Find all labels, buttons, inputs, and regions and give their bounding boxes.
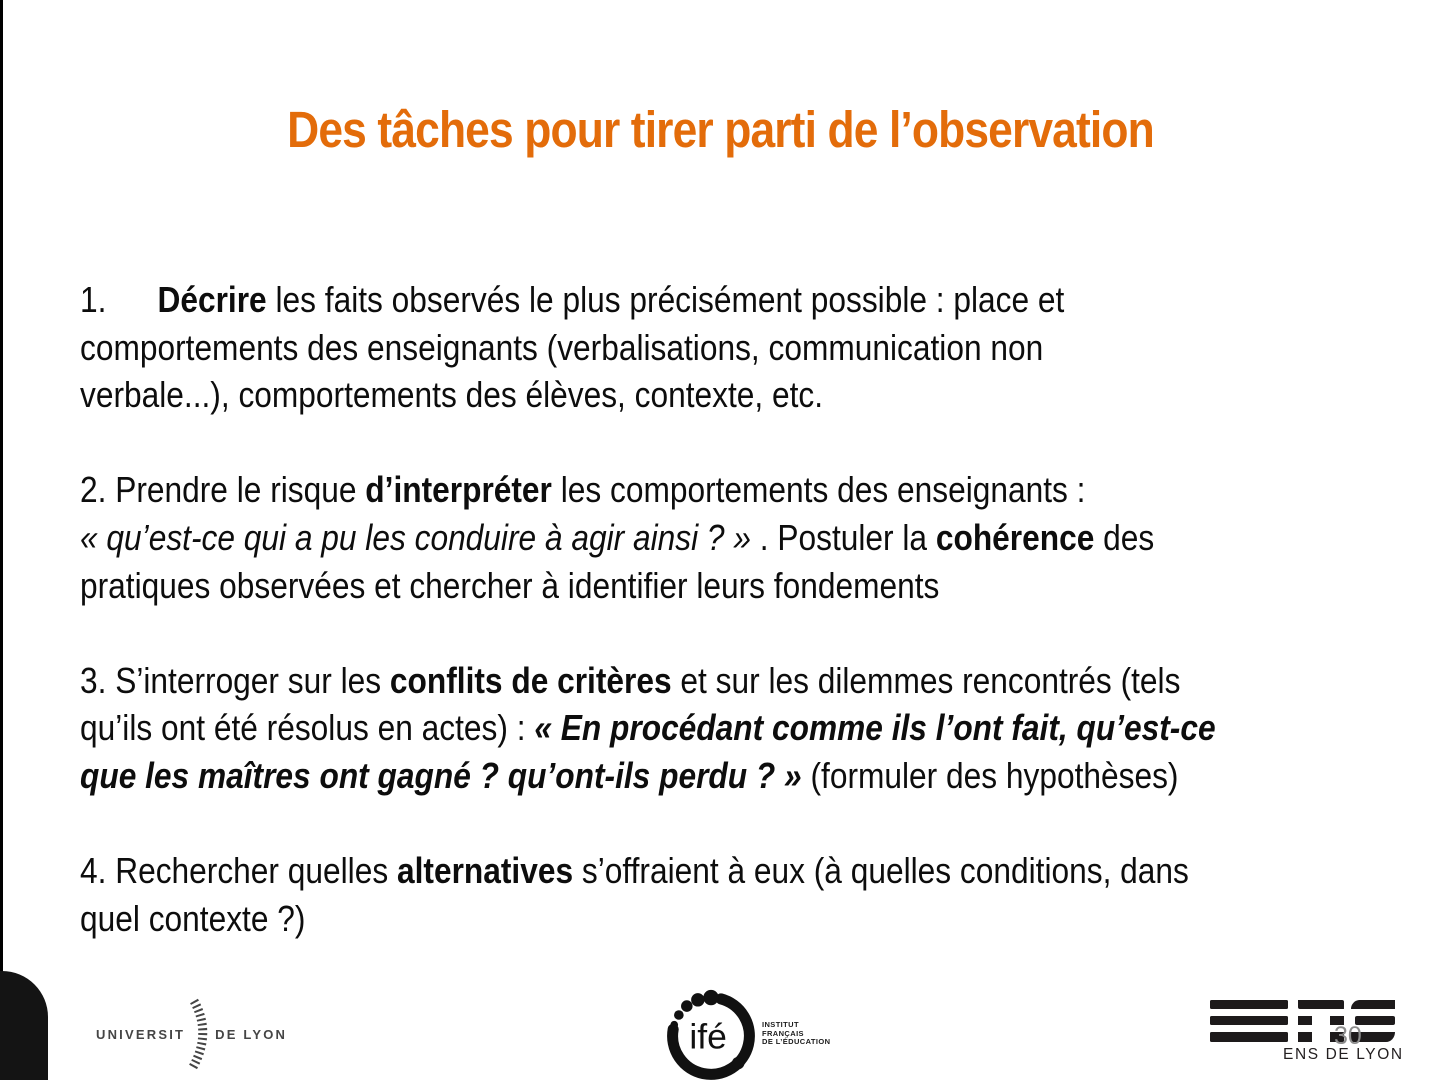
text-segment: 3. S’interroger sur les <box>80 659 390 701</box>
ife-dot-icon <box>670 1021 678 1029</box>
ife-dot-icon <box>732 1057 744 1069</box>
left-edge-bar <box>0 0 3 1080</box>
ens-de-lyon-logo <box>1210 999 1395 1044</box>
ife-caption <box>762 1021 830 1047</box>
ife-dot-icon <box>691 993 704 1006</box>
text-line <box>80 466 1260 514</box>
paragraph <box>80 276 1421 419</box>
text-line <box>80 276 1260 324</box>
text-segment: cohérence <box>935 516 1095 558</box>
ife-dot-icon <box>681 1000 693 1012</box>
text-line <box>80 657 1260 705</box>
text-segment: que les maîtres ont gagné ? qu’ont-ils perdu ? » <box>80 754 802 796</box>
text-line <box>80 704 1260 752</box>
text-segment: verbale...), comportements des élèves, contexte, etc. <box>80 374 824 416</box>
text-line <box>80 371 1260 419</box>
text-segment: alternatives <box>396 850 574 892</box>
ife-caption-line: INSTITUT <box>762 1020 799 1029</box>
text-segment: qu’ils ont été résolus en actes) : <box>80 707 535 749</box>
ife-acronym: ifé <box>689 1016 727 1057</box>
ife-caption-line: DE L’ÉDUCATION <box>762 1037 831 1047</box>
ife-dot-icon <box>674 1010 684 1020</box>
text-segment: des <box>1094 516 1155 558</box>
bottom-left-corner-shape <box>0 971 48 1080</box>
universite-de-lyon-text-right: DE LYON <box>215 1026 288 1042</box>
universite-de-lyon-arc-icon <box>187 999 213 1069</box>
text-segment: . Postuler la <box>750 516 936 558</box>
text-segment: Décrire <box>157 279 267 320</box>
text-segment: et sur les dilemmes rencontrés (tels <box>671 659 1181 701</box>
text-line <box>80 514 1260 562</box>
text-segment: pratiques observées et chercher à identifier leurs fondements <box>80 564 940 606</box>
text-segment: « En procédant comme ils l’ont fait, qu’est-ce <box>534 707 1216 749</box>
text-segment: d’interpréter <box>365 469 552 511</box>
text-segment: (formuler des hypothèses) <box>801 754 1179 796</box>
ife-logo <box>663 986 759 1080</box>
ife-dot-icon <box>703 990 718 1005</box>
text-segment: 4. Rechercher quelles <box>80 850 397 892</box>
page-number: 30 <box>1334 1022 1362 1050</box>
text-segment: 2. Prendre le risque <box>80 469 366 511</box>
universite-de-lyon-text-left: UNIVERSIT <box>96 1026 186 1042</box>
text-segment: conflits de critères <box>389 659 672 701</box>
ife-caption-line: FRANÇAIS <box>762 1028 804 1038</box>
text-segment: 1. <box>80 279 107 320</box>
text-line <box>80 562 1260 610</box>
text-segment: s’offraient à eux (à quelles conditions, dans <box>573 850 1189 892</box>
paragraph <box>80 466 1421 609</box>
text-segment: « qu’est-ce qui a pu les conduire à agir ainsi ? » <box>80 516 751 558</box>
text-line <box>80 752 1260 800</box>
slide-title: Des tâches pour tirer parti de l’observation <box>287 101 1154 158</box>
text-segment: les comportements des enseignants : <box>551 469 1086 511</box>
slide-body <box>80 276 1421 942</box>
text-segment: les faits observés le plus précisément possible : place et <box>266 279 1065 320</box>
text-line <box>80 895 1260 943</box>
text-line <box>80 324 1260 372</box>
paragraph <box>80 657 1421 800</box>
paragraph <box>80 847 1421 942</box>
universite-de-lyon-logo <box>96 1012 287 1056</box>
ens-de-lyon-caption: ENS DE LYON <box>1283 1046 1404 1063</box>
text-line <box>80 847 1260 895</box>
text-segment: quel contexte ?) <box>80 897 306 939</box>
text-segment: comportements des enseignants (verbalisations, communication non <box>80 326 1044 368</box>
